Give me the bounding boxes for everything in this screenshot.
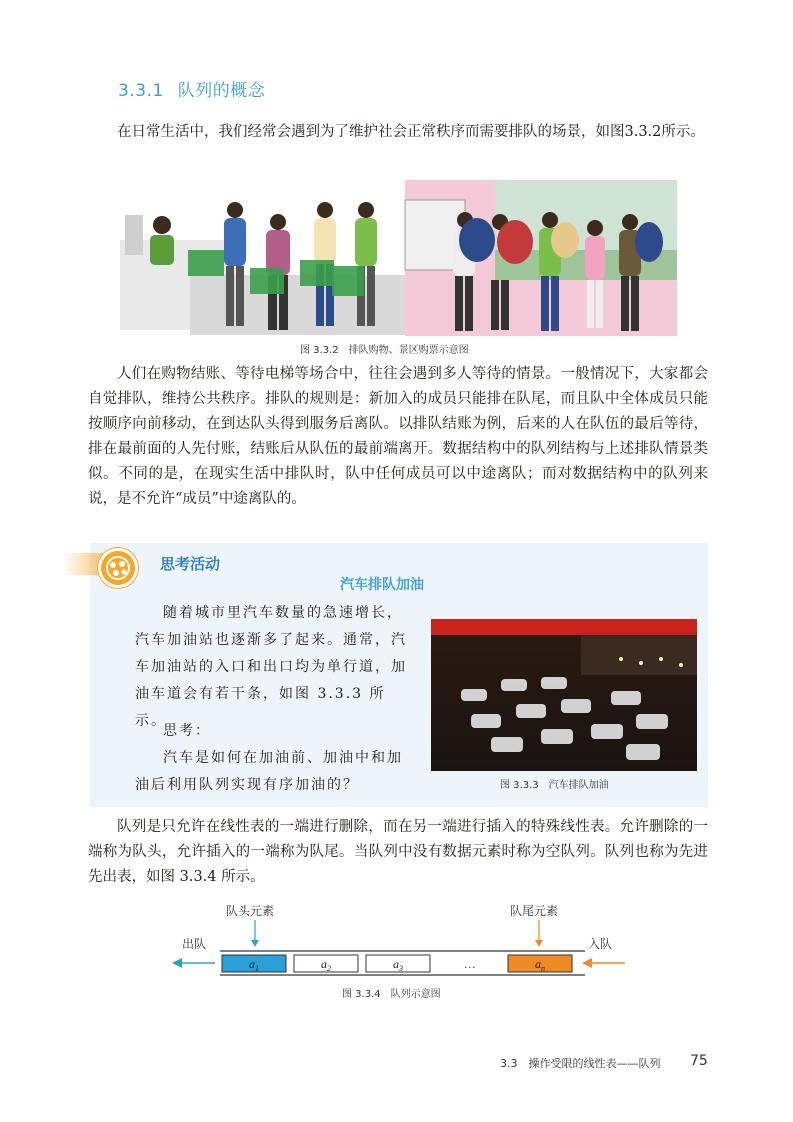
enqueue-arrowhead bbox=[582, 958, 592, 968]
queue-head-label: 队头元素 bbox=[226, 904, 275, 918]
queue-tail-label: 队尾元素 bbox=[510, 904, 559, 918]
paragraph-queue-rules: 人们在购物结账、等待电梯等场合中，往往会遇到多人等待的情景。一般情况下，大家都会自觉排队，维持公共秩序。排队的规则是：新加入的成员只能排在队尾，而且队中全体成员只能按顺序向前移动，在到达队头得到服务后离队。以排队结账为例，后来的人在队伍的最后等待，排在最前面的人先付账，结账后从队伍的最前端离开。数据结构中的队列结构与上述排队情景类似。不同的是，在现实生活中排队时，队中任何成员可以中途离队；而对数据结构中的队列来说，是不允许“成员”中途离队的。 bbox=[88, 366, 708, 507]
tail-pointer-arrowhead bbox=[535, 940, 543, 947]
activity-subtitle: 汽车排队加油 bbox=[340, 577, 424, 593]
queue-cell-label: $a_3$ bbox=[393, 957, 403, 973]
page-number: 75 bbox=[690, 1053, 708, 1069]
enqueue-label: 入队 bbox=[588, 937, 613, 951]
dequeue-arrowhead bbox=[172, 958, 182, 968]
ticket-queue-illustration bbox=[405, 180, 677, 336]
dequeue-label: 出队 bbox=[182, 937, 207, 951]
activity-icon bbox=[101, 551, 135, 585]
activity-text-question: 汽车是如何在加油前、加油中和加油后利用队列实现有序加油的？ bbox=[135, 750, 403, 793]
paragraph-queue-definition: 队列是只允许在线性表的一端进行删除，而在另一端进行插入的特殊线性表。允许删除的一端称为队头，允许插入的一端称为队尾。当队列中没有数据元素时称为空队列。队列也称为先进先出表，如图 3.3.4 所示。 bbox=[88, 819, 708, 885]
figure-3-3-3-caption: 图 3.3.3 汽车排队加油 bbox=[500, 780, 609, 791]
figure-3-3-2-caption: 图 3.3.2 排队购物、景区购票示意图 bbox=[300, 345, 469, 356]
section-number: 3.3.1 bbox=[118, 81, 164, 101]
queue-ellipsis: … bbox=[464, 957, 476, 971]
lightbulb-badge-icon bbox=[98, 548, 138, 588]
queue-diagram bbox=[160, 900, 640, 980]
head-pointer-arrowhead bbox=[251, 940, 259, 947]
activity-title: 思考活动 bbox=[160, 555, 221, 573]
queue-cell-label: $a_2$ bbox=[321, 957, 331, 973]
paragraph-intro: 在日常生活中，我们经常会遇到为了维护社会正常秩序而需要排队的场景，如图3.3.2所示。 bbox=[117, 124, 705, 140]
section-heading bbox=[118, 76, 265, 101]
activity-text-intro: 随着城市里汽车数量的急速增长，汽车加油站也逐渐多了起来。通常，汽车加油站的入口和出口均为单行道，加油车道会有若干条，如图 3.3.3 所示。 bbox=[135, 605, 407, 729]
running-footer: 3.3 操作受限的线性表——队列 bbox=[500, 1057, 661, 1070]
section-title: 队列的概念 bbox=[177, 81, 266, 101]
activity-text-think: 思考： bbox=[163, 723, 211, 739]
figure-3-3-4-caption: 图 3.3.4 队列示意图 bbox=[342, 989, 441, 1000]
checkout-illustration bbox=[120, 202, 405, 335]
queue-cell-label: $a_n$ bbox=[535, 957, 545, 973]
figure-queue-illustrations bbox=[120, 180, 700, 336]
queue-cell-label: $a_1$ bbox=[249, 957, 259, 973]
gas-station-photo bbox=[431, 619, 697, 771]
